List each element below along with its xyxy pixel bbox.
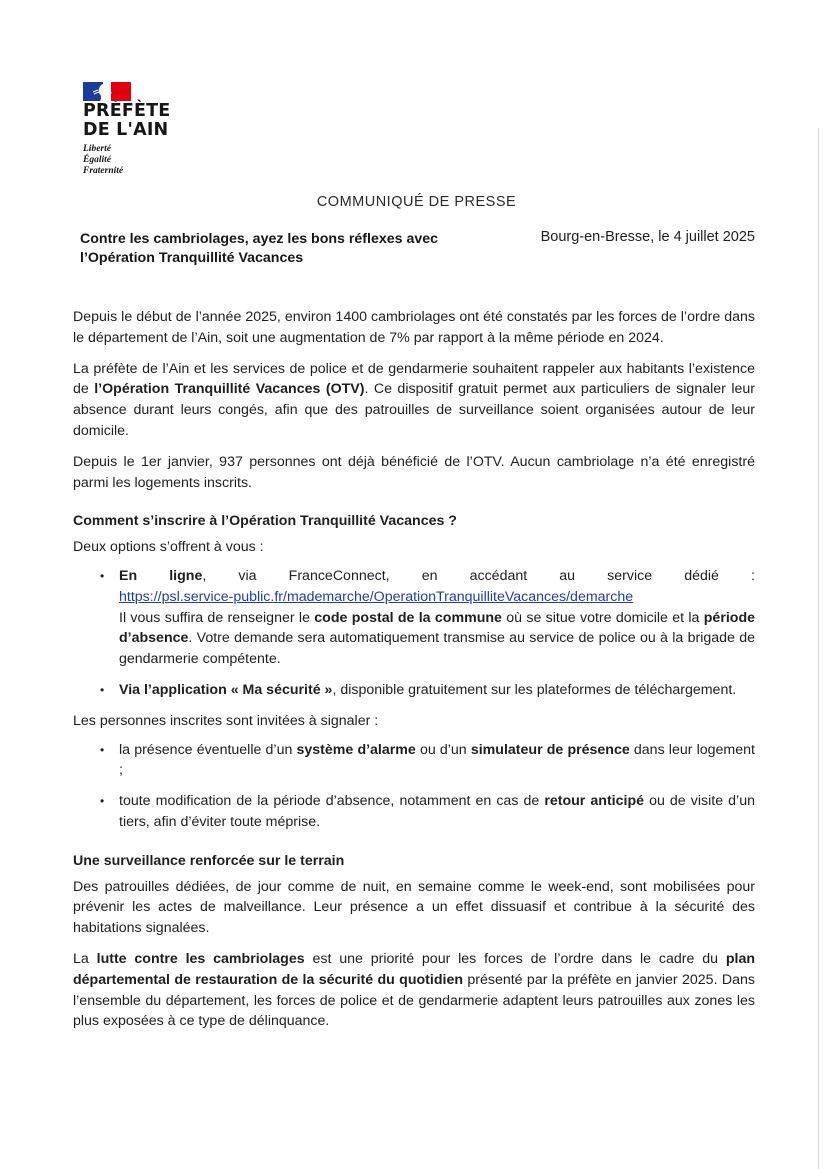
bold-early-return: retour anticipé: [544, 793, 644, 810]
text-span: dans leur logement ;: [119, 741, 755, 779]
press-release-label: COMMUNIQUÉ DE PRESSE: [316, 194, 517, 210]
bullet-icon: •: [100, 742, 105, 757]
bold-absence-period: période d’absence: [119, 609, 756, 647]
scan-edge-line: [818, 128, 819, 1169]
bold-otv: l’Opération Tranquillité Vacances (OTV): [94, 381, 365, 398]
text-span: Il vous suffira de renseigner le: [119, 609, 315, 626]
otv-service-link[interactable]: https://psl.service-public.fr/mademarche/OperationTranquilliteVacances/demarche: [119, 588, 634, 605]
institution-line-2: DE L'AIN: [83, 119, 169, 140]
bold-fight-burglary: lutte contre les cambriolages: [96, 950, 305, 967]
motto-egalite: Égalité: [83, 155, 111, 165]
text-span: , disponible gratuitement sur les plateformes de téléchargement.: [332, 681, 737, 698]
text-span: . Ce dispositif gratuit permet aux particuliers de signaler leur absence durant leurs congés, afin que des patrouilles de surveillance soient organisées autour de leur domicile.: [73, 381, 755, 439]
bold-alarm: système d’alarme: [296, 741, 416, 758]
text-span: est une priorité pour les forces de l’ordre dans le cadre du: [304, 950, 726, 967]
text-span: ou de visite d’un tiers, afin d’éviter toute méprise.: [119, 793, 755, 830]
title-line-1: Contre les cambriolages, ayez les bons réflexes avec: [80, 231, 439, 247]
text-span: La préfète de l’Ain et les services de police et de gendarmerie souhaitent rappeler aux habitants l’existence de: [73, 360, 755, 398]
option-app: [100, 680, 755, 701]
text-span: la présence éventuelle d’un: [119, 741, 297, 758]
marianne-flag-icon: [83, 82, 131, 101]
text-span: ou d’un: [415, 741, 471, 758]
motto-fraternite: Fraternité: [83, 166, 124, 176]
paragraph-patrols: Des patrouilles dédiées, de jour comme de nuit, en semaine comme le week-end, sont mobilisées pour prévenir les actes de malveillance. Leur présence a un effet dissuasif et contribue à la sécurité des habitations signalées.: [73, 878, 755, 937]
bullet-icon: •: [100, 794, 105, 809]
republic-motto: [83, 144, 203, 177]
institution-name: [83, 102, 203, 139]
text-span: toute modification de la période d’absence, notamment en cas de: [119, 793, 545, 810]
bold-simulator: simulateur de présence: [470, 741, 630, 758]
bullet-icon: •: [100, 682, 105, 697]
report-items: [73, 740, 755, 833]
option-online: [100, 566, 756, 670]
report-lead: Les personnes inscrites sont invitées à signaler :: [73, 712, 379, 729]
document-title: [80, 230, 500, 268]
title-line-2: l’Opération Tranquillité Vacances: [80, 250, 304, 266]
paragraph-otv-results: Depuis le 1er janvier, 937 personnes ont déjà bénéficié de l’OTV. Aucun cambriolage n’a été enregistré parmi les logements inscrits.: [73, 453, 755, 491]
registration-options: [73, 566, 755, 701]
bold-security-plan: plan départemental de restauration de la sécurité du quotidien: [73, 950, 756, 988]
bullet-icon: •: [100, 568, 105, 583]
paragraph-plan: [73, 949, 755, 1032]
institution-line-1: PRÉFÈTE: [83, 101, 171, 121]
paragraph-otv-intro: [73, 359, 755, 442]
text-span: présenté par la préfète en janvier 2025. Dans l’ensemble du département, les forces de police et de gendarmerie adaptent leurs patrouilles aux zones les plus exposées à ce type de délinquance.: [73, 971, 755, 1030]
bold-online: En ligne: [119, 567, 203, 584]
text-span: . Votre demande sera automatiquement transmise au service de police ou à la brigade de gendarmerie compétente.: [119, 630, 755, 668]
report-item-change: [100, 791, 755, 833]
document-body: [73, 307, 755, 1042]
paragraph-statistics: Depuis le début de l’année 2025, environ 1400 cambriolages ont été constatés par les forces de l’ordre dans le département de l’Ain, soit une augmentation de 7% par rapport à la même période en 2024.: [73, 309, 755, 346]
bold-postal-code: code postal de la commune: [314, 609, 502, 626]
section-heading-register: Comment s’inscrire à l’Opération Tranquillité Vacances ?: [73, 513, 457, 530]
text-span: , via FranceConnect, en accédant au service dédié :: [202, 567, 755, 584]
motto-liberte: Liberté: [83, 144, 111, 154]
options-lead: Deux options s’offrent à vous :: [73, 539, 264, 556]
text-span: La: [73, 950, 97, 967]
report-item-alarm: [100, 740, 755, 782]
section-heading-surveillance: Une surveillance renforcée sur le terrain: [73, 852, 345, 869]
text-span: où se situe votre domicile et la: [501, 609, 704, 626]
place-date: Bourg-en-Bresse, le 4 juillet 2025: [540, 229, 755, 245]
bold-app-name: Via l’application « Ma sécurité »: [119, 681, 333, 698]
option-online-intro: [119, 566, 755, 587]
prefecture-logo: [83, 82, 203, 177]
